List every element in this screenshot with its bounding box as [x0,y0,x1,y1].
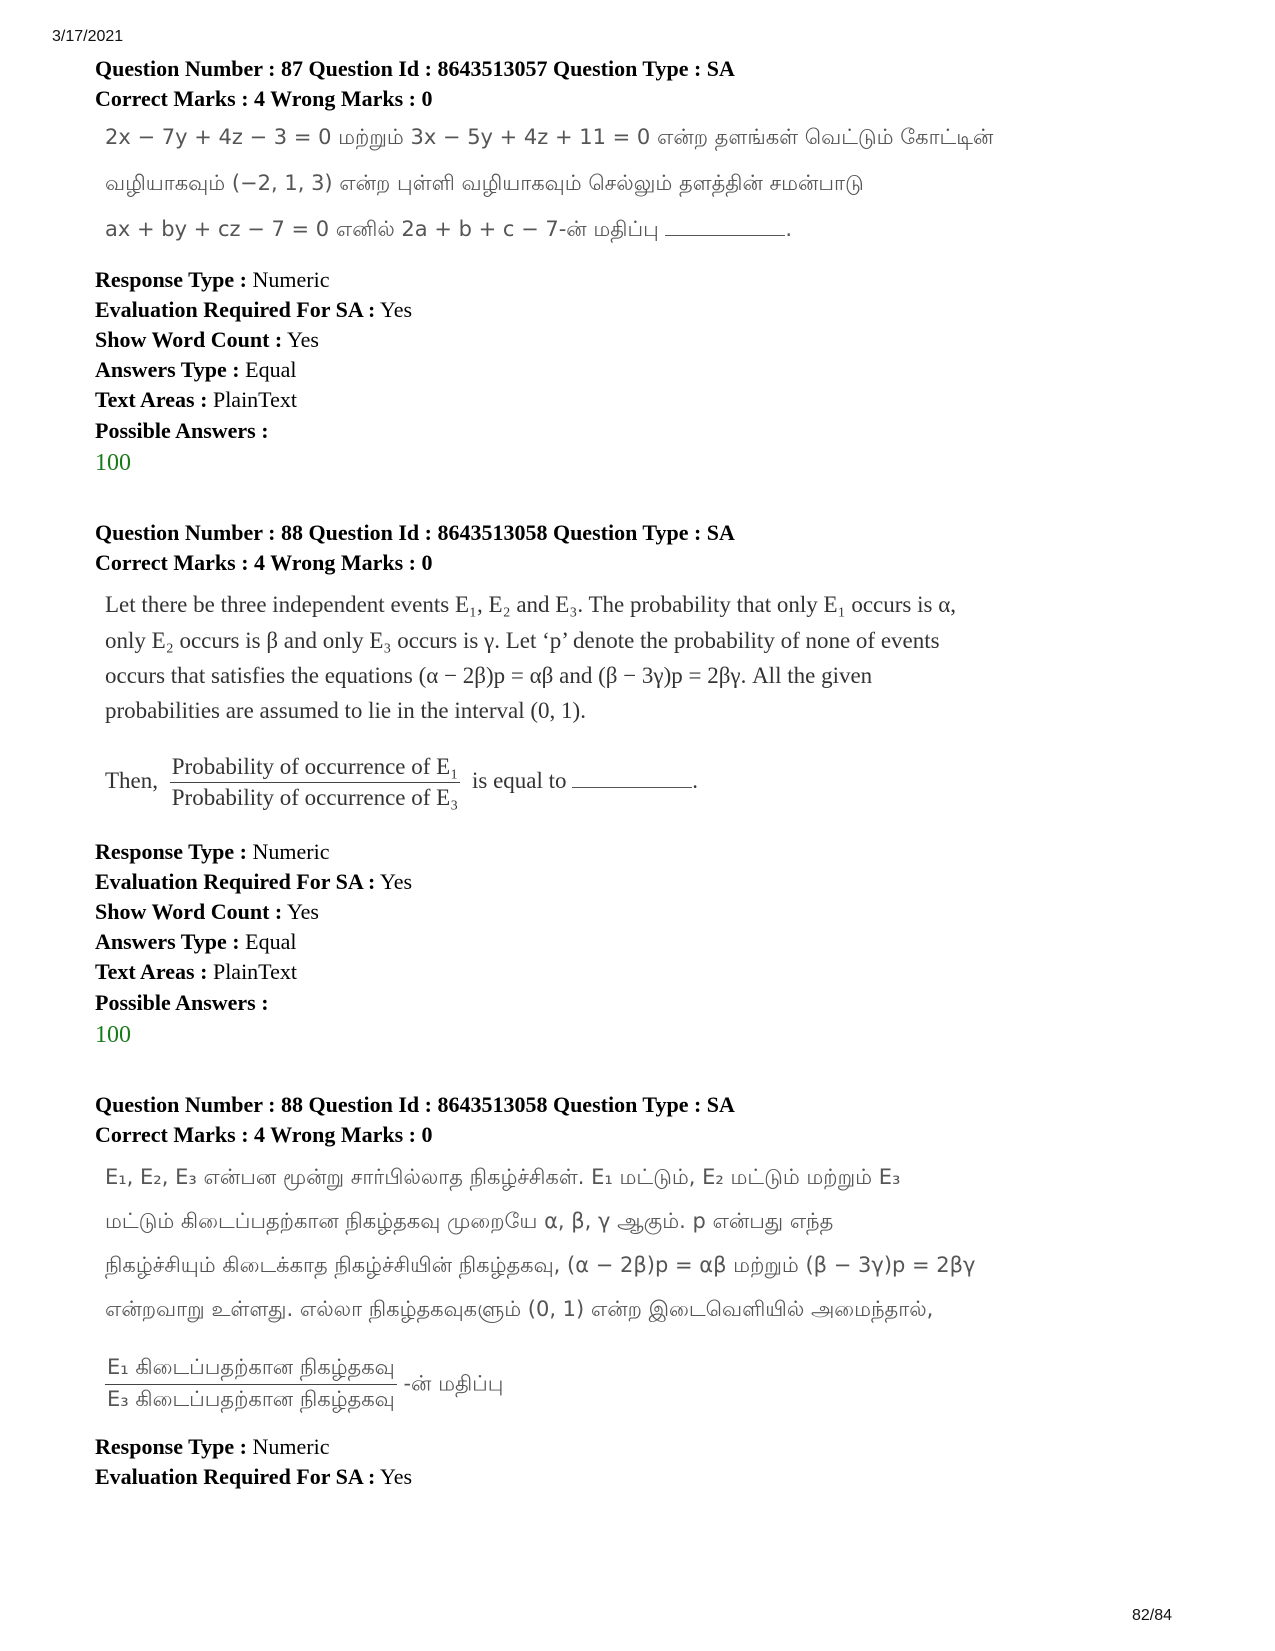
field-label: Response Type : [95,1434,247,1459]
field-value: Numeric [252,267,330,292]
question-text-segment: ax + by + cz − 7 = 0 எனில் 2a + b + c − 7-ன் மதிப்பு [105,217,659,241]
field-label: Answers Type : [95,357,240,382]
field-value: Yes [286,899,319,924]
fraction-numerator: Probability of occurrence of E₁ [170,754,460,783]
is-equal-label: is equal to [471,767,567,793]
field-value: PlainText [212,959,297,984]
response-type [95,839,329,865]
field-label: Evaluation Required For SA : [95,869,376,894]
show-word-count [95,327,319,353]
print-date: 3/17/2021 [52,28,124,45]
question-text-image [105,1165,1065,1425]
question-text-line: occurs that satisfies the equations (α − 2β)p = αβ and (β − 3γ)p = 2βγ. All the given [105,663,873,688]
field-value: PlainText [212,387,297,412]
fraction-expression [105,1355,503,1414]
possible-answers-label: Possible Answers : [95,990,269,1015]
field-label: Evaluation Required For SA : [95,1464,376,1489]
field-label: Response Type : [95,267,247,292]
fraction-denominator: E₃ கிடைப்பதற்கான நிகழ்தகவு [107,1387,395,1411]
fraction [105,1355,397,1414]
question-text-line: only E₂ occurs is β and only E₃ occurs is γ. Let ‘p’ denote the probability of none of events [105,628,940,653]
field-label: Show Word Count : [95,327,283,352]
evaluation-required [95,869,412,895]
fraction-numerator: E₁ கிடைப்பதற்கான நிகழ்தகவு [105,1355,397,1385]
fraction-expression: Then, $\frac{\text{Probability of occurrence of E₁}}{\text{Probability of occurrence of E₃}}$ is equal to . [105,754,699,810]
question-text-line: E₁, E₂, E₃ என்பன மூன்று சார்பில்லாத நிகழ்ச்சிகள். E₁ மட்டும், E₂ மட்டும் மற்றும் E₃ [105,1165,901,1189]
field-value: Numeric [252,1434,330,1459]
evaluation-required [95,297,412,323]
field-value: Yes [380,1464,413,1489]
question-text-line: probabilities are assumed to lie in the interval (0, 1). [105,698,586,723]
possible-answer: 100 [95,1022,131,1048]
question-text-image [105,592,1065,832]
field-label: Evaluation Required For SA : [95,297,376,322]
response-type [95,1434,329,1460]
question-header: Question Number : 87 Question Id : 8643513057 Question Type : SA [95,56,735,81]
text-areas [95,387,297,413]
then-label: Then, [105,767,159,793]
field-label: Text Areas : [95,387,208,412]
field-value: Yes [380,869,413,894]
question-header: Question Number : 88 Question Id : 8643513058 Question Type : SA [95,520,735,545]
question-text-line: வழியாகவும் (−2, 1, 3) என்ற புள்ளி வழியாகவும் செல்லும் தளத்தின் சமன்பாடு [105,171,864,195]
question-text-image [105,125,1065,255]
field-value: Equal [245,357,297,382]
answers-type [95,357,296,383]
field-label: Show Word Count : [95,899,283,924]
field-label: Text Areas : [95,959,208,984]
question-marks: Correct Marks : 4 Wrong Marks : 0 [95,86,433,111]
page-number: 82/84 [1132,1607,1173,1624]
show-word-count [95,899,319,925]
text-areas [95,959,297,985]
field-value: Yes [380,297,413,322]
field-label: Response Type : [95,839,247,864]
evaluation-required [95,1464,412,1490]
possible-answer: 100 [95,450,131,476]
field-label: Answers Type : [95,929,240,954]
question-marks: Correct Marks : 4 Wrong Marks : 0 [95,1122,433,1147]
field-value: Numeric [252,839,330,864]
response-type [95,267,329,293]
question-header: Question Number : 88 Question Id : 8643513058 Question Type : SA [95,1092,735,1117]
field-value: Yes [286,327,319,352]
question-marks: Correct Marks : 4 Wrong Marks : 0 [95,550,433,575]
fraction [170,754,460,811]
question-text-line: மட்டும் கிடைப்பதற்கான நிகழ்தகவு முறையே α, β, γ ஆகும். p என்பது எந்த [105,1209,834,1233]
question-text-line: 2x − 7y + 4z − 3 = 0 மற்றும் 3x − 5y + 4z + 11 = 0 என்ற தளங்கள் வெட்டும் கோட்டின் [105,125,994,149]
field-value: Equal [245,929,297,954]
answer-blank [665,217,785,236]
fraction-denominator: Probability of occurrence of E₃ [171,785,459,810]
fraction-suffix: -ன் மதிப்பு [403,1371,504,1396]
question-text-line: என்றவாறு உள்ளது. எல்லா நிகழ்தகவுகளும் (0, 1) என்ற இடைவெளியில் அமைந்தால், [105,1297,934,1321]
answer-blank [572,769,692,788]
possible-answers-label: Possible Answers : [95,418,269,443]
answers-type [95,929,296,955]
question-text-line: நிகழ்ச்சியும் கிடைக்காத நிகழ்ச்சியின் நிகழ்தகவு, (α − 2β)p = αβ மற்றும் (β − 3γ)p = 2βγ [105,1253,976,1277]
question-text-line: ax + by + cz − 7 = 0 எனில் 2a + b + c − 7-ன் மதிப்பு . [105,217,793,241]
question-text-line: Let there be three independent events E₁, E₂ and E₃. The probability that only E₁ occurs is α, [105,592,956,617]
